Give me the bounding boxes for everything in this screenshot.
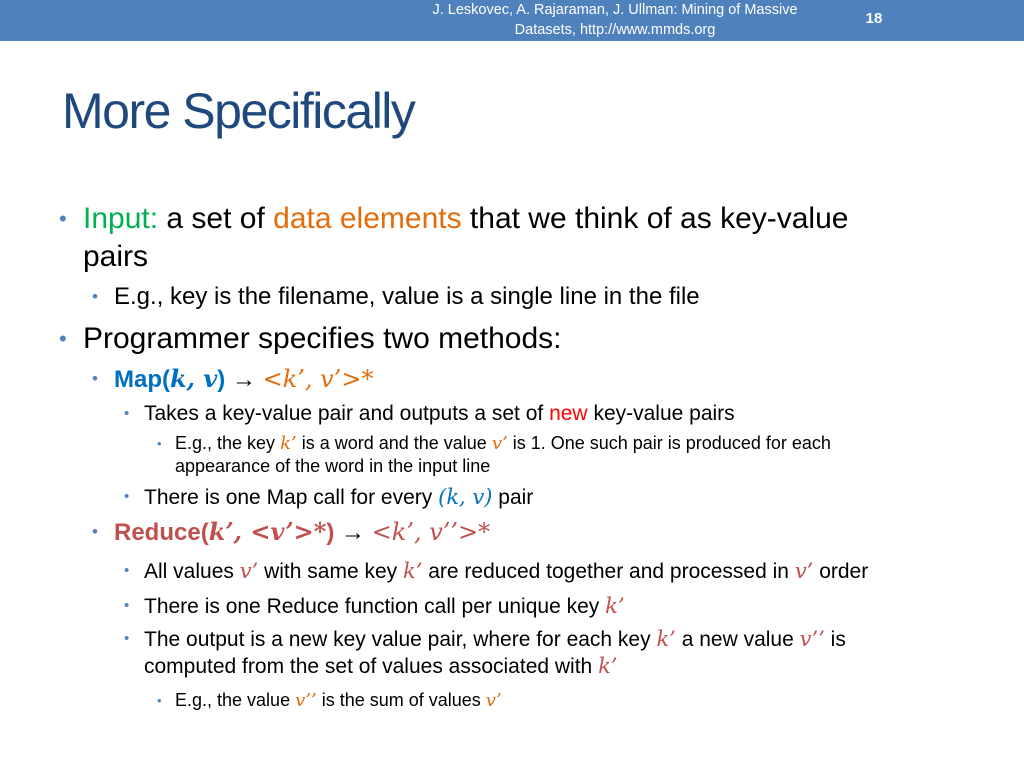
reduce-example-v2: v’ — [485, 690, 502, 711]
bullet-reduce-output — [124, 625, 846, 654]
bullet-dot: • — [92, 287, 98, 306]
reduce-call-pre: There is one Reduce function call per unique key — [144, 595, 606, 618]
bullet-reduce-all — [124, 557, 869, 586]
reduce-args: k’, <v’>* — [208, 517, 327, 546]
reduce-all-v: v’ — [239, 559, 259, 583]
bullet-dot: • — [92, 522, 98, 541]
bullet-dot: • — [124, 562, 130, 579]
reduce-output-t2: a new value — [675, 628, 800, 651]
reduce-example-v: v’’ — [295, 690, 317, 711]
map-example-t2: is a word and the value — [296, 433, 492, 453]
reduce-all-t2: with same key — [258, 560, 403, 583]
reduce-all-t4: order — [813, 560, 869, 583]
header-citation — [380, 1, 850, 40]
bullet-map-example — [157, 432, 831, 455]
reduce-all-t1: All values — [144, 560, 240, 583]
input-text-line2: pairs — [83, 240, 149, 273]
bullet-input-line2 — [83, 238, 148, 275]
reduce-example-t2: is the sum of values — [316, 690, 486, 710]
reduce-all-k: k’ — [402, 559, 423, 583]
map-call-kv: (k, v) — [438, 485, 493, 509]
programmer-text: Programmer specifies two methods: — [83, 322, 562, 355]
bullet-dot: • — [124, 488, 130, 505]
bullet-map-call — [124, 483, 534, 512]
reduce-output-line2-k: k’ — [598, 654, 618, 678]
map-example-v: v’ — [491, 433, 508, 454]
reduce-call-k: k’ — [605, 594, 625, 618]
map-example-line2: appearance of the word in the input line — [175, 456, 491, 476]
reduce-arrow: → — [334, 519, 372, 546]
map-output: <k’, v’>* — [262, 365, 374, 393]
citation-line-2: Datasets, http://www.mmds.org — [514, 21, 716, 38]
bullet-dot: • — [157, 693, 162, 708]
map-takes-pre: Takes a key-value pair and outputs a set of — [144, 402, 550, 425]
map-example-t1: E.g., the key — [175, 433, 281, 453]
bullet-map-example-line2 — [175, 455, 490, 478]
bullet-input — [59, 200, 849, 237]
map-arrow: → — [225, 366, 263, 393]
reduce-output-t1: The output is a new key value pair, where for each key — [144, 628, 657, 651]
reduce-example-t1: E.g., the value — [175, 690, 296, 710]
reduce-all-t3: are reduced together and processed in — [422, 560, 795, 583]
input-label: Input: — [83, 202, 159, 235]
bullet-reduce-call — [124, 592, 625, 621]
data-elements-highlight: data elements — [273, 202, 462, 235]
bullet-reduce-example — [157, 689, 502, 712]
input-example-text: E.g., key is the filename, value is a single line in the file — [114, 283, 700, 310]
bullet-reduce — [92, 517, 491, 548]
map-call-pre: There is one Map call for every — [144, 486, 439, 509]
map-example-k: k’ — [280, 433, 297, 454]
bullet-dot: • — [124, 597, 130, 614]
new-highlight: new — [549, 402, 588, 425]
reduce-all-v2: v’ — [794, 559, 814, 583]
slide-number: 18 — [865, 10, 883, 27]
bullet-dot: • — [124, 630, 130, 647]
bullet-input-example — [92, 282, 700, 312]
map-example-t3: is 1. One such pair is produced for each — [507, 433, 831, 453]
bullet-reduce-output-line2 — [144, 652, 617, 681]
bullet-dot: • — [124, 405, 130, 422]
bullet-map — [92, 364, 374, 395]
bullet-programmer — [59, 320, 562, 357]
reduce-close: ) — [326, 519, 335, 546]
reduce-output-t3: is — [824, 628, 846, 651]
map-call-post: pair — [492, 486, 534, 509]
map-takes-post: key-value pairs — [587, 402, 735, 425]
bullet-dot: • — [157, 436, 162, 451]
page-title: More Specifically — [62, 83, 415, 139]
input-text-post: that we think of as key-value — [461, 202, 849, 235]
map-label: Map( — [114, 366, 170, 393]
map-args: k, v — [170, 364, 218, 393]
map-close: ) — [217, 366, 226, 393]
input-text-pre: a set of — [158, 202, 274, 235]
bullet-dot: • — [59, 326, 67, 351]
bullet-dot: • — [59, 206, 67, 231]
bullet-map-takes — [124, 400, 735, 428]
bullet-dot: • — [92, 369, 98, 388]
citation-line-1: J. Leskovec, A. Rajaraman, J. Ullman: Mining of Massive — [432, 2, 798, 18]
reduce-output: <k’, v’’>* — [371, 518, 491, 546]
reduce-output-line2-pre: computed from the set of values associated with — [144, 655, 599, 678]
reduce-output-k: k’ — [656, 627, 676, 651]
reduce-label: Reduce( — [114, 519, 209, 546]
reduce-output-v: v’’ — [799, 627, 825, 651]
